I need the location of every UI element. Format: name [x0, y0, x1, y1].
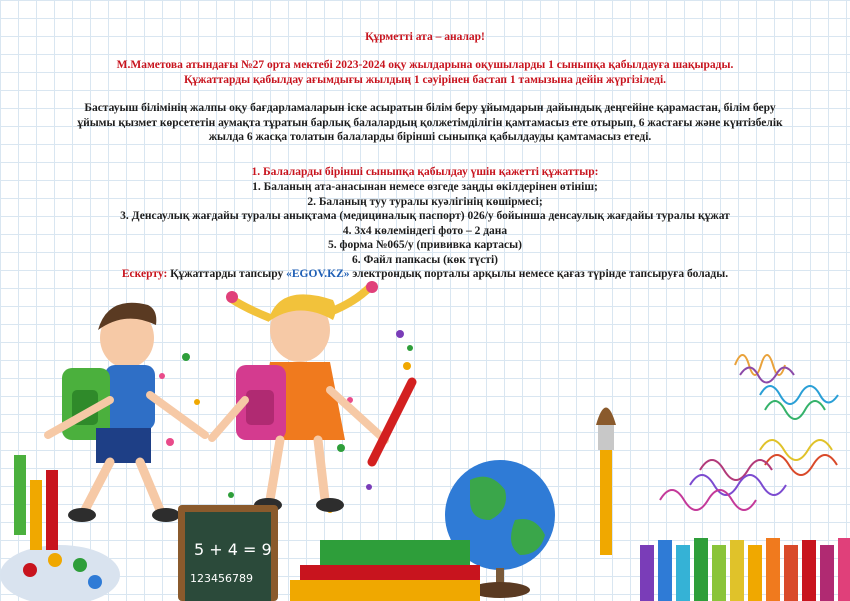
note-text-before: Құжаттарды тапсыру	[167, 268, 287, 280]
pencils-right-icon	[640, 538, 850, 601]
intro-line-1: М.Маметова атындағы №27 орта мектебі 2023-2024 оқу жылдарына оқушыларды 1 сыныпқа қабылдауға шақырады.	[116, 59, 734, 71]
list-item: 6. Файл папкасы (көк түсті)	[352, 253, 498, 266]
info-paragraph: Бастауыш білімінің жалпы оқу бағдарламаларын іске асыратын білім беру ұйымдарын дайындық деңгейіне қарамастан, білім беру ұйымы қызмет көрсететін аумақта тұратын барлық балалардың қолжетімділігін қамтамасыз ете отырып, 6 жастағы және күнтізбелік жылда 6 жасқа толатын балаларды бірінші сыныпқа қабылдауды қамтамасыз етеді.	[77, 102, 783, 143]
list-item: 3. Денсаулық жағдайы туралы анықтама (медициналық паспорт) 026/у бойынша денсаулық жағдайы туралы құжат	[120, 210, 730, 222]
greeting-heading: Құрметті ата – аналар!	[365, 31, 485, 43]
list-item: 5. форма №065/у (прививка картасы)	[328, 239, 522, 251]
intro-line-2: Құжаттарды қабылдау ағымдығы жылдың 1 сәуірінен бастап 1 тамызына дейін жүргізіледі.	[183, 73, 667, 86]
chalkboard-equation: 5 + 4 = 9	[194, 540, 272, 559]
pencils-left-icon	[14, 455, 58, 550]
boy-with-backpack-icon	[48, 303, 205, 522]
egov-link[interactable]: «EGOV.KZ»	[286, 268, 350, 280]
chalkboard-icon	[178, 505, 278, 601]
paint-palette-icon	[0, 545, 120, 601]
books-stack-icon	[290, 540, 480, 601]
paint-brush-icon	[596, 408, 616, 556]
color-scribbles-icon	[660, 355, 838, 510]
list-item: 1. Баланың ата-анасынан немесе өзгеде заңды өкілдерінен өтініш;	[252, 181, 598, 193]
list-item: 2. Баланың туу туралы куәлігінің көшірмесі;	[307, 195, 543, 208]
list-item: 4. 3х4 көлеміндегі фото – 2 дана	[342, 224, 508, 237]
girl-with-backpack-icon	[212, 281, 412, 512]
note-text-after: электрондық порталы арқылы немесе қағаз түрінде тапсыруға болады.	[349, 268, 729, 280]
chalkboard-digits: 123456789	[190, 572, 253, 585]
documents-title: 1. Балаларды бірінші сыныпқа қабылдау үшін қажетті құжаттыр:	[251, 166, 599, 178]
note-label: Ескерту:	[121, 268, 168, 280]
